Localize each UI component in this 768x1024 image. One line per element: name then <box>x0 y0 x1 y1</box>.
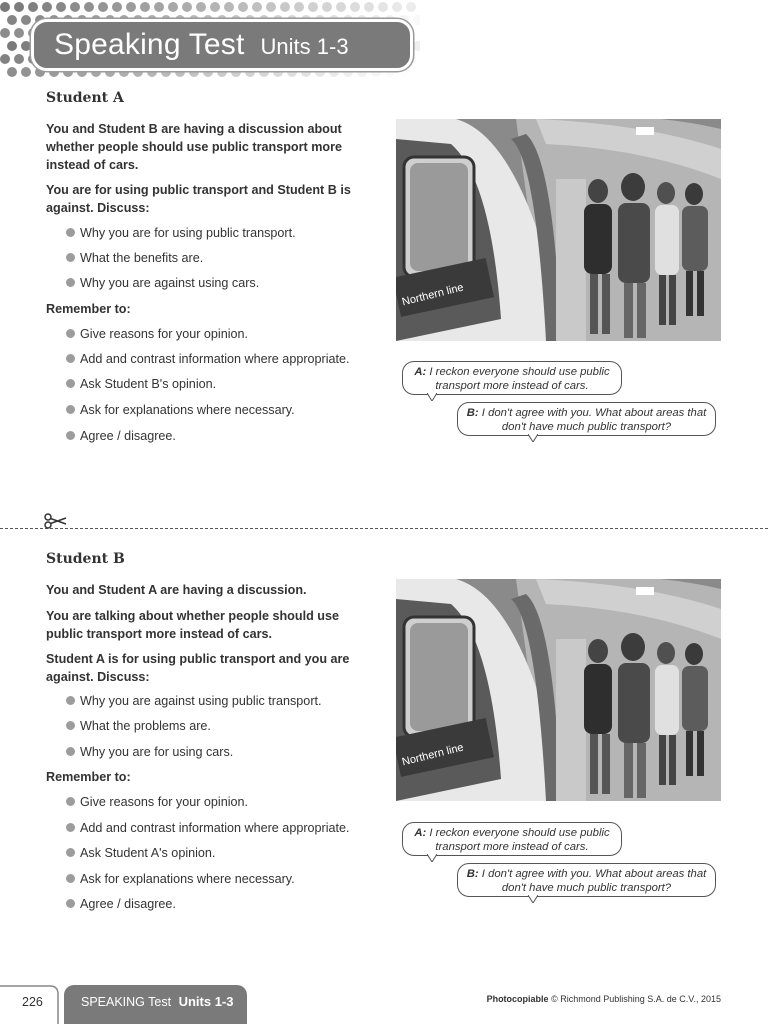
list-item: Give reasons for your opinion. <box>66 795 248 809</box>
student-b-intro <box>46 581 376 599</box>
decorative-dot <box>182 2 192 12</box>
list-item: Why you are against using public transport. <box>66 694 322 708</box>
decorative-dot <box>21 67 31 77</box>
decorative-dot <box>224 2 234 12</box>
decorative-dot <box>126 2 136 12</box>
cut-line <box>0 528 768 529</box>
decorative-dot <box>21 41 31 51</box>
page-number: 226 <box>22 995 43 1009</box>
list-item: Why you are for using cars. <box>66 745 233 759</box>
footer-tab <box>64 985 247 1024</box>
student-a-stance <box>46 181 376 217</box>
page-title-units: Units 1-3 <box>260 34 349 59</box>
student-b-remember-label: Remember to: <box>46 770 131 784</box>
decorative-dot <box>98 2 108 12</box>
list-item: Ask Student B's opinion. <box>66 377 216 391</box>
decorative-dot <box>14 28 24 38</box>
decorative-dot <box>42 2 52 12</box>
decorative-dot <box>21 15 31 25</box>
decorative-dot <box>266 2 276 12</box>
decorative-dot <box>308 2 318 12</box>
decorative-dot <box>56 2 66 12</box>
decorative-dot <box>168 2 178 12</box>
list-item: Agree / disagree. <box>66 429 176 443</box>
speech-bubble-b <box>457 402 716 436</box>
decorative-dot <box>406 2 416 12</box>
speech-bubble-a <box>402 822 622 856</box>
speaker-label: A: <box>414 827 427 839</box>
subway-platform-photo <box>396 119 721 341</box>
list-item: Add and contrast information where appropriate. <box>66 821 350 835</box>
subway-platform-illustration <box>396 119 721 341</box>
speech-text: I don't agree with you. What about areas that don't have much public transport? <box>481 868 707 894</box>
speech-text: I reckon everyone should use public transport more instead of cars. <box>429 366 610 392</box>
list-item: Why you are for using public transport. <box>66 226 296 240</box>
decorative-dot <box>350 2 360 12</box>
train-line-sign: Northern line <box>400 741 465 769</box>
speaker-label: B: <box>466 407 479 419</box>
decorative-dot <box>238 2 248 12</box>
decorative-dot <box>0 2 10 12</box>
student-a-intro <box>46 120 376 174</box>
speech-bubble-tail-icon <box>427 854 437 862</box>
list-item: Add and contrast information where appropriate. <box>66 352 350 366</box>
speech-bubble-tail-icon <box>528 434 538 442</box>
student-b-stance <box>46 650 376 686</box>
decorative-dot <box>0 28 10 38</box>
list-item: Ask for explanations where necessary. <box>66 403 295 417</box>
student-b-stance-text: Student A is for using public transport and you are against. Discuss: <box>46 652 350 684</box>
copyright-text: © Richmond Publishing S.A. de C.V., 2015 <box>551 994 721 1004</box>
speech-text: I don't agree with you. What about areas that don't have much public transport? <box>481 407 707 433</box>
decorative-dot <box>70 2 80 12</box>
decorative-dot <box>112 2 122 12</box>
decorative-dot <box>0 54 10 64</box>
scissors-icon <box>44 513 68 529</box>
speaker-label: B: <box>466 868 479 880</box>
list-item: Agree / disagree. <box>66 897 176 911</box>
speaker-label: A: <box>414 366 427 378</box>
footer-tab-label: SPEAKING Test <box>81 995 172 1009</box>
subway-platform-illustration <box>396 579 721 801</box>
photocopiable-label: Photocopiable <box>486 994 549 1004</box>
speech-bubble-a <box>402 361 622 395</box>
page-title: Speaking Test <box>54 28 245 61</box>
decorative-dot <box>413 41 420 51</box>
decorative-dot <box>154 2 164 12</box>
list-item: Ask for explanations where necessary. <box>66 872 295 886</box>
decorative-dot <box>294 2 304 12</box>
decorative-dot <box>7 41 17 51</box>
decorative-dot <box>364 2 374 12</box>
decorative-dot <box>7 15 17 25</box>
decorative-dot <box>14 2 24 12</box>
student-a-heading: Student A <box>46 90 124 106</box>
student-b-intro-text: You and Student A are having a discussion. <box>46 583 307 597</box>
student-b-heading: Student B <box>46 551 125 567</box>
speech-text: I reckon everyone should use public transport more instead of cars. <box>429 827 610 853</box>
decorative-dot <box>413 67 420 77</box>
speech-bubble-tail-icon <box>528 895 538 903</box>
list-item: What the problems are. <box>66 719 211 733</box>
decorative-dot <box>210 2 220 12</box>
decorative-dot <box>336 2 346 12</box>
student-a-intro-text: You and Student B are having a discussion about whether people should use public transport more instead of cars. <box>46 122 342 172</box>
page-title-banner <box>31 19 413 71</box>
decorative-dot <box>392 2 402 12</box>
footer-tab-units: Units 1-3 <box>178 994 234 1009</box>
list-item: What the benefits are. <box>66 251 203 265</box>
speech-bubble-b <box>457 863 716 897</box>
student-a-remember-label: Remember to: <box>46 302 131 316</box>
decorative-dot <box>7 67 17 77</box>
decorative-dot <box>14 54 24 64</box>
decorative-dot <box>322 2 332 12</box>
decorative-dot <box>196 2 206 12</box>
decorative-dot <box>280 2 290 12</box>
decorative-dot <box>140 2 150 12</box>
student-a-stance-text: You are for using public transport and Student B is against. Discuss: <box>46 183 351 215</box>
decorative-dot <box>84 2 94 12</box>
student-b-remember <box>46 770 376 784</box>
page-number-box <box>0 985 60 1021</box>
decorative-dot <box>28 2 38 12</box>
list-item: Give reasons for your opinion. <box>66 327 248 341</box>
decorative-dot <box>252 2 262 12</box>
student-b-section <box>46 551 376 567</box>
student-b-topic-text: You are talking about whether people should use public transport more instead of cars. <box>46 609 339 641</box>
student-b-topic <box>46 607 376 643</box>
speech-bubble-tail-icon <box>427 393 437 401</box>
decorative-dot <box>413 15 420 25</box>
train-line-sign: Northern line <box>400 281 465 309</box>
student-a-remember <box>46 302 376 316</box>
student-a-section <box>46 90 376 106</box>
decorative-dot <box>378 2 388 12</box>
list-item: Why you are against using cars. <box>66 276 259 290</box>
list-item: Ask Student A's opinion. <box>66 846 215 860</box>
subway-platform-photo <box>396 579 721 801</box>
copyright-notice <box>487 994 721 1004</box>
